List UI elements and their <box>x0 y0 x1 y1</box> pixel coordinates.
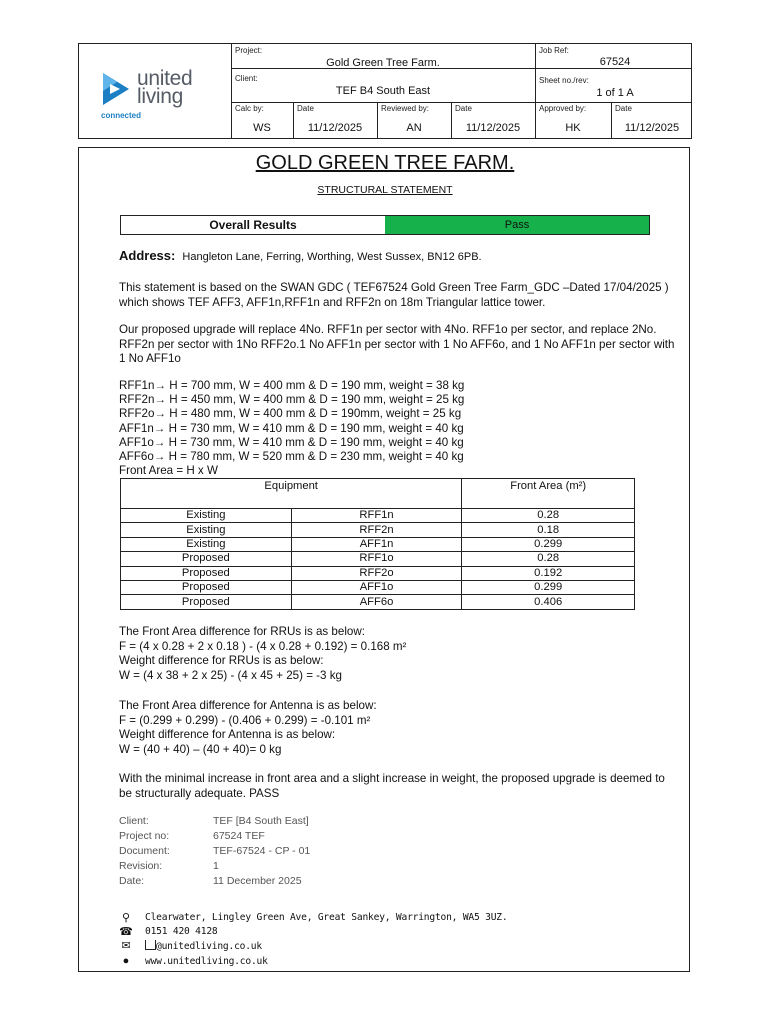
cell-equipment: AFF6o <box>291 595 462 609</box>
phone-icon: ☎ <box>119 926 133 938</box>
approved-by-value: HK <box>565 122 581 134</box>
contact-email[interactable]: @unitedliving.co.uk <box>145 940 262 952</box>
calc-by-value: WS <box>253 122 271 134</box>
cell-status: Proposed <box>121 552 292 566</box>
date1-label: Date <box>297 104 314 113</box>
meta-key: Date: <box>119 875 145 887</box>
meta-value: 11 December 2025 <box>213 875 302 887</box>
calc-line: The Front Area difference for RRUs is as below: <box>119 625 365 638</box>
equipment-specs <box>119 379 679 478</box>
overall-results-status: Pass <box>385 216 649 234</box>
front-area-table <box>120 478 635 610</box>
contact-phone: 0151 420 4128 <box>145 926 218 937</box>
cell-status: Proposed <box>121 566 292 580</box>
calc-line: F = (0.299 + 0.299) - (0.406 + 0.299) = -0.101 m² <box>119 713 371 727</box>
statement-body <box>78 147 690 972</box>
col-header-equipment: Equipment <box>121 479 462 509</box>
approved-by-label: Approved by: <box>539 104 587 113</box>
spec-line: Front Area = H x W <box>119 464 218 478</box>
table-row <box>121 595 635 609</box>
cell-status: Existing <box>121 523 292 537</box>
email-icon: ✉ <box>121 940 131 952</box>
col-header-front-area: Front Area (m²) <box>462 479 635 509</box>
company-name: united living <box>137 67 193 108</box>
address-label: Address: <box>119 248 176 263</box>
spec-line: RFF2o→ H = 480 mm, W = 400 mm & D = 190mm, weight = 25 kg <box>119 407 462 421</box>
reviewed-by-label: Reviewed by: <box>381 104 430 113</box>
cell-equipment: AFF1o <box>291 580 462 594</box>
project-label: Project: <box>235 46 263 55</box>
project-value: Gold Green Tree Farm. <box>326 57 440 69</box>
cell-status: Proposed <box>121 580 292 594</box>
antenna-calculation <box>119 699 679 757</box>
date1-value: 11/12/2025 <box>307 122 363 134</box>
calc-line: Weight difference for RRUs is as below: <box>119 654 324 667</box>
meta-key: Revision: <box>119 860 163 872</box>
meta-key: Project no: <box>119 830 170 842</box>
header-block <box>78 43 692 139</box>
client-value: TEF B4 South East <box>335 85 431 97</box>
sheet-value: 1 of 1 A <box>596 87 634 99</box>
table-row <box>121 523 635 537</box>
sheet-label: Sheet no./rev: <box>539 76 589 85</box>
table-row <box>121 537 635 551</box>
meta-key: Client: <box>119 815 149 827</box>
address-line <box>119 249 679 265</box>
table-row <box>121 566 635 580</box>
cell-equipment: RFF2n <box>291 523 462 537</box>
date3-value: 11/12/2025 <box>624 122 680 134</box>
calc-line: F = (4 x 0.28 + 2 x 0.18 ) - (4 x 0.28 + 0.192) = 0.168 m² <box>119 639 407 653</box>
calc-line: W = (4 x 38 + 2 x 25) - (4 x 45 + 25) = -3 kg <box>119 668 342 682</box>
cell-front-area: 0.406 <box>462 595 635 609</box>
table-row <box>121 509 635 523</box>
cell-status: Existing <box>121 509 292 523</box>
spec-line: AFF6o→ H = 780 mm, W = 520 mm & D = 230 mm, weight = 40 kg <box>119 450 464 464</box>
meta-value: 1 <box>213 860 219 872</box>
contact-website[interactable]: www.unitedliving.co.uk <box>145 956 268 967</box>
location-pin-icon: ⚲ <box>121 912 131 924</box>
date3-label: Date <box>615 104 632 113</box>
calc-line: Weight difference for Antenna is as below: <box>119 728 336 741</box>
cell-equipment: RFF1n <box>291 509 462 523</box>
reviewed-by-value: AN <box>406 122 422 134</box>
cell-front-area: 0.299 <box>462 537 635 551</box>
spec-line: AFF1n→ H = 730 mm, W = 410 mm & D = 190 mm, weight = 40 kg <box>119 421 464 435</box>
job-ref-label: Job Ref: <box>539 46 569 55</box>
calc-by-label: Calc by: <box>235 104 264 113</box>
spec-line: RFF1n→ H = 700 mm, W = 400 mm & D = 190 mm, weight = 38 kg <box>119 379 465 392</box>
table-header-row <box>121 479 635 509</box>
overall-results-bar <box>120 215 650 235</box>
table-row <box>121 580 635 594</box>
meta-value: TEF [B4 South East] <box>213 815 309 827</box>
united-living-logo-icon <box>101 71 131 107</box>
calc-line: The Front Area difference for Antenna is as below: <box>119 699 377 712</box>
company-tagline: connected <box>101 111 142 120</box>
meta-value: 67524 TEF <box>213 830 265 842</box>
table-row <box>121 552 635 566</box>
client-label: Client: <box>235 74 258 83</box>
job-ref-value: 67524 <box>599 56 631 68</box>
document-title: GOLD GREEN TREE FARM. <box>255 152 515 174</box>
cell-front-area: 0.28 <box>462 552 635 566</box>
overall-results-label: Overall Results <box>121 216 386 234</box>
cell-status: Existing <box>121 537 292 551</box>
date2-label: Date <box>455 104 472 113</box>
cell-front-area: 0.28 <box>462 509 635 523</box>
spec-line: AFF1o→ H = 730 mm, W = 410 mm & D = 190 mm, weight = 40 kg <box>119 435 464 449</box>
spec-line: RFF2n→ H = 450 mm, W = 400 mm & D = 190 mm, weight = 25 kg <box>119 393 465 407</box>
cell-front-area: 0.192 <box>462 566 635 580</box>
cell-equipment: RFF1o <box>291 552 462 566</box>
cell-status: Proposed <box>121 595 292 609</box>
cell-front-area: 0.18 <box>462 523 635 537</box>
cell-front-area: 0.299 <box>462 580 635 594</box>
globe-icon: ● <box>122 955 130 967</box>
date2-value: 11/12/2025 <box>465 122 521 134</box>
email-user-box <box>145 940 156 950</box>
address-value: Hangleton Lane, Ferring, Worthing, West Sussex, BN12 6PB. <box>182 251 482 263</box>
conclusion-paragraph: With the minimal increase in front area and a slight increase in weight, the proposed upgrade is deemed to be structurally adequate. PASS <box>119 772 665 800</box>
cell-equipment: AFF1n <box>291 537 462 551</box>
calc-line: W = (40 + 40) – (40 + 40)= 0 kg <box>119 742 282 756</box>
contact-address: Clearwater, Lingley Green Ave, Great Sankey, Warrington, WA5 3UZ. <box>145 912 508 923</box>
meta-value: TEF-67524 - CP - 01 <box>213 845 311 857</box>
intro-paragraph: This statement is based on the SWAN GDC ( TEF67524 Gold Green Tree Farm_GDC –Dated 17/04/2025 ) which shows TEF AFF3, AFF1n,RFF1n and RFF2n on 18m Triangular lattice tower. <box>119 281 669 309</box>
meta-key: Document: <box>119 845 170 857</box>
upgrade-paragraph: Our proposed upgrade will replace 4No. RFF1n per sector with 4No. RFF1o per sector, and replace 2No. RFF2n per sector with 1No RFF2o.1 No AFF1n per sector with 1 No AFF6o, and 1 No AFF1n per sector with 1 No AFF1o <box>119 323 675 365</box>
cell-equipment: RFF2o <box>291 566 462 580</box>
rru-calculation <box>119 625 679 683</box>
document-subtitle: STRUCTURAL STATEMENT <box>317 184 453 196</box>
